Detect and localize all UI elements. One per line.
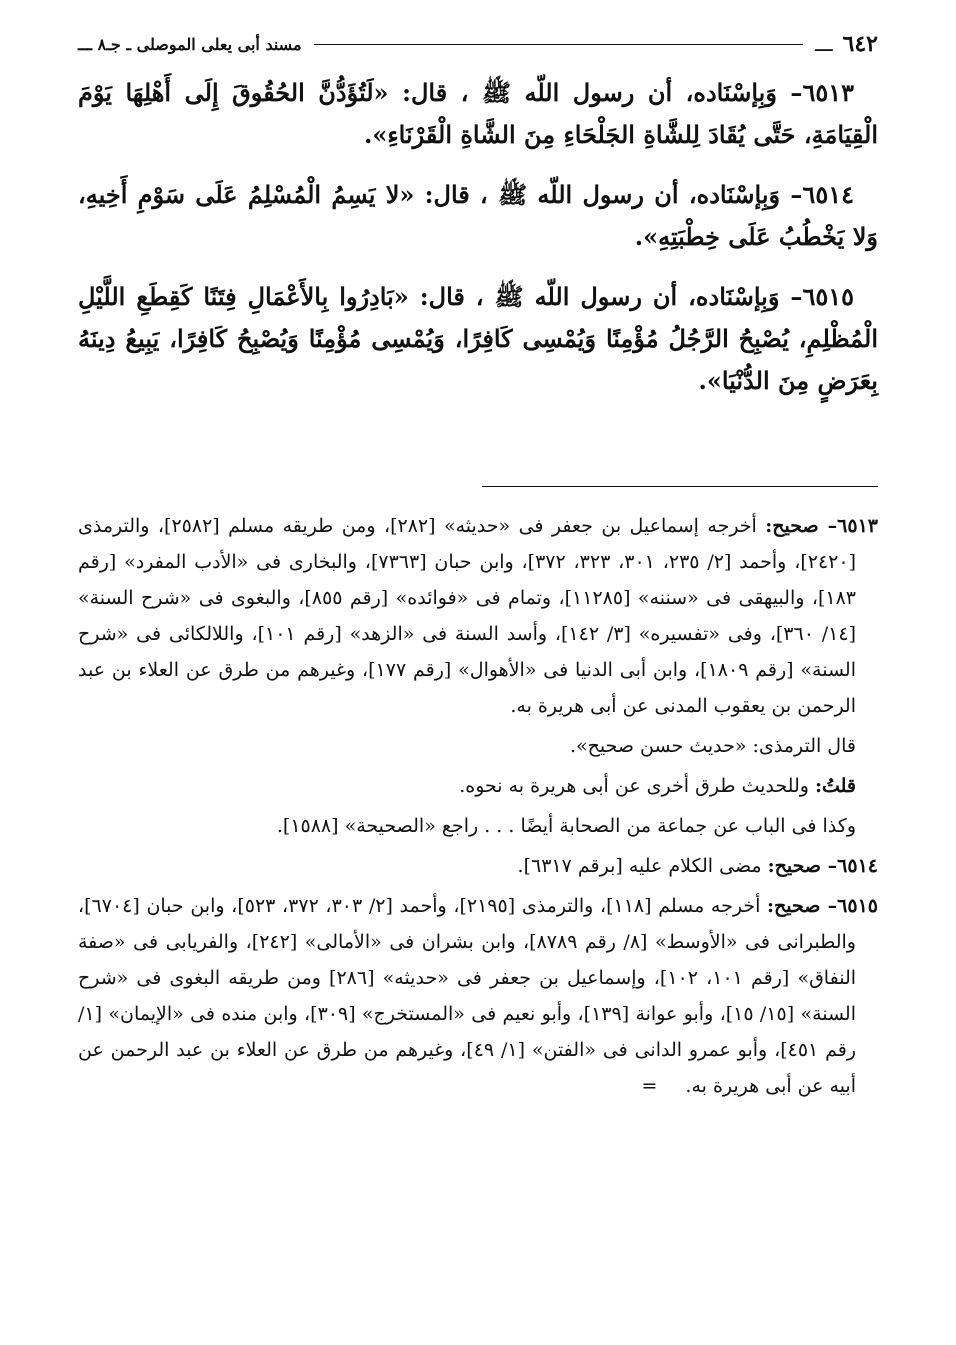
footnote-remark-text: وللحديث طرق أخرى عن أبى هريرة به نحوه.	[459, 775, 815, 797]
hadith-matn: «بَادِرُوا بِالأَعْمَالِ فِتَنًا كَقِطَعِ اللَّيْلِ الْمُظْلِمِ، يُصْبِحُ الرَّجُلُ مُؤْمِنًا وَيُمْسِى كَافِرًا، وَيُمْسِى مُؤْمِنًا وَيُصْبِحُ كَافِرًا، يَبِيعُ دِينَهُ بِعَرَضٍ مِنَ الدُّنْيَا».	[78, 282, 878, 395]
footnote-grade: – صحيح:	[767, 855, 838, 877]
footnotes	[78, 508, 878, 1104]
footnote-remark-text: وكذا فى الباب عن جماعة من الصحابة أيضًا . . . راجع «الصحيحة» [١٥٨٨].	[276, 815, 856, 837]
hadith-isnad: – وَبِإسْنَاده، أن رسول اللّه ﷺ ، قال:	[414, 180, 803, 209]
footnote-remark	[78, 728, 878, 764]
running-title: مسند أبى يعلى الموصلى ـ جـ٨ ـــ	[78, 34, 302, 54]
footnote-text: أخرجه إسماعيل بن جعفر فى «حديثه» [٢٨٢]، ومن طريقه مسلم [٢٥٨٢]، والترمذى [٢٤٢٠]، وأحمد [٢/ ٢٣٥، ٣٠١، ٣٢٣، ٣٧٢]، وابن حبان [٧٣٦٣]، والبخارى فى «الأدب المفرد» [رقم ١٨٣]، والبيهقى فى «سننه» [١١٢٨٥]، وتمام فى «فوائده» [رقم ٨٥٥]، والبغوى فى «شرح السنة» [١٤/ ٣٦٠]، وفى «تفسيره» [٣/ ١٤٢]، وأسد السنة فى «الزهد» [رقم ١٠١]، واللالكائى فى «شرح السنة» [رقم ١٨٠٩]، وابن أبى الدنيا فى «الأهوال» [رقم ١٧٧]، وغيرهم من طرق عن العلاء بن عبد الرحمن بن يعقوب المدنى عن أبى هريرة به.	[78, 515, 856, 717]
hadith-6515	[78, 276, 878, 402]
footnote-6515	[78, 888, 878, 1104]
hadith-number: ٦٥١٣	[802, 78, 854, 107]
footnote-number: ٦٥١٤	[837, 855, 878, 877]
hadith-matn: «لَتُؤَدُّنَّ الحُقُوقَ إِلَى أَهْلِهَا يَوْمَ الْقِيَامَةِ، حَتَّى يُقَادَ لِلشَّاةِ الجَلْحَاءِ مِنَ الشَّاةِ الْقَرْنَاءِ».	[78, 78, 878, 149]
footnote-remark	[78, 808, 878, 844]
hadith-6513	[78, 72, 878, 156]
hadith-matn: «لا يَسِمُ الْمُسْلِمُ عَلَى سَوْمِ أَخِيهِ، وَلا يَخْطُبُ عَلَى خِطْبَتِهِ».	[78, 180, 878, 251]
footnote-remark-text: قال الترمذى: «حديث حسن صحيح».	[569, 735, 856, 757]
footnote-separator	[482, 486, 878, 487]
footnote-number: ٦٥١٥	[837, 895, 878, 917]
hadith-6514	[78, 174, 878, 258]
header-rule	[314, 44, 803, 45]
footnote-6514	[78, 848, 878, 884]
header-dash: ـــ	[814, 32, 833, 56]
footnote-number: ٦٥١٣	[837, 515, 878, 537]
page-number: ٦٤٢	[842, 31, 878, 57]
footnote-remark-lead: قلتُ:	[814, 775, 856, 797]
page-header	[78, 28, 878, 60]
continuation-mark: =	[641, 1075, 658, 1097]
footnote-remark	[78, 768, 878, 804]
footnote-6513	[78, 508, 878, 724]
footnote-text: أخرجه مسلم [١١٨]، والترمذى [٢١٩٥]، وأحمد [٢/ ٣٠٣، ٣٧٢، ٥٢٣]، وابن حبان [٦٧٠٤]، والطبرانى فى «الأوسط» [٨/ رقم ٨٧٨٩]، وابن بشران فى «الأمالى» [٢٤٢]، والفريابى فى «صفة النفاق» [رقم ١٠١، ١٠٢]، وإسماعيل بن جعفر فى «حديثه» [٢٨٦] ومن طريقه البغوى فى «شرح السنة» [١٥/ ١٥]، وأبو عوانة [١٣٩]، وأبو نعيم فى «المستخرج» [٣٠٩]، وابن منده فى «الإيمان» [١/ رقم ٤٥١]، وأبو عمرو الدانى فى «الفتن» [١/ ٤٩]، وغيرهم من طرق عن العلاء بن عبد الرحمن عن أبيه عن أبى هريرة به.	[78, 895, 857, 1097]
main-text	[78, 72, 878, 420]
footnote-grade: – صحيح:	[765, 515, 838, 537]
hadith-isnad: – وَبِإسْنَاده، أن رسول اللّه ﷺ ، قال:	[408, 282, 803, 311]
hadith-isnad: – وَبِإسْنَاده، أن رسول اللّه ﷺ ، قال:	[388, 78, 803, 107]
hadith-number: ٦٥١٥	[802, 282, 854, 311]
footnote-text: مضى الكلام عليه [برقم ٦٣١٧].	[517, 855, 768, 877]
hadith-number: ٦٥١٤	[802, 180, 854, 209]
footnote-grade: – صحيح:	[767, 895, 838, 917]
